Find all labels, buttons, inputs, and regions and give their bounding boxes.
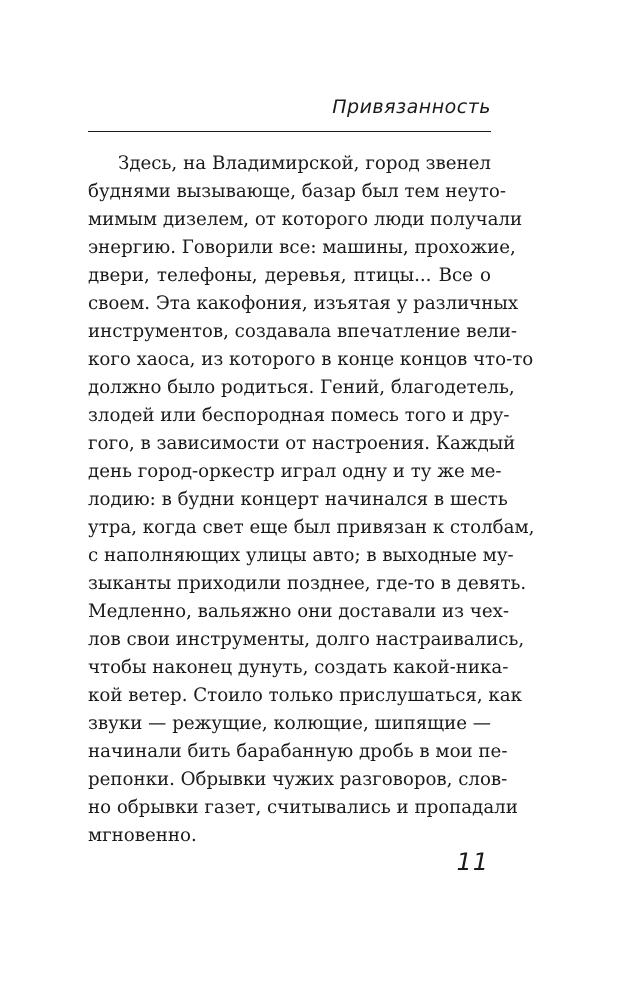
text-line: буднями вызывающе, базар был тем неуто- [88, 181, 506, 202]
text-line: начинали бить барабанную дробь в мои пе- [88, 741, 508, 762]
text-line: но обрывки газет, считывались и пропадали [88, 797, 518, 818]
text-line: должно было родиться. Гений, благодетель, [88, 377, 515, 398]
text-line: своем. Эта какофония, изъятая у различных [88, 293, 519, 314]
text-line: с наполняющих улицы авто; в выходные му- [88, 545, 514, 566]
text-line: Медленно, вальяжно они доставали из чех- [88, 601, 510, 622]
text-line: инструментов, создавала впечатление вели- [88, 321, 518, 342]
text-line: репонки. Обрывки чужих разговоров, слов- [88, 769, 508, 790]
text-line: энергию. Говорили все: машины, прохожие, [88, 237, 516, 258]
text-line: день город-оркестр играл одну и ту же ме- [88, 461, 502, 482]
text-line: злодей или беспородная помесь того и дру- [88, 405, 510, 426]
text-line: лодию: в будни концерт начинался в шесть [88, 489, 508, 510]
page-number: 11 [456, 848, 489, 876]
text-line: кого хаоса, из которого в конце концов что-то [88, 349, 534, 370]
text-line: звуки — режущие, колющие, шипящие — [88, 713, 491, 734]
text-line: лов свои инструменты, долго настраивались, [88, 629, 525, 650]
text-line: зыканты приходили позднее, где-то в девять. [88, 573, 527, 594]
text-line: гого, в зависимости от настроения. Каждый [88, 433, 516, 454]
text-line: Здесь, на Владимирской, город звенел [118, 153, 491, 174]
running-head-title: Привязанность [332, 96, 491, 118]
text-line: кой ветер. Стоило только прислушаться, как [88, 685, 522, 706]
text-line: утра, когда свет еще был привязан к столбам, [88, 517, 535, 538]
text-line: чтобы наконец дунуть, создать какой-ника- [88, 657, 509, 678]
text-line: мимым дизелем, от которого люди получали [88, 209, 523, 230]
text-line: мгновенно. [88, 825, 197, 846]
body-text [88, 150, 535, 850]
header-rule [88, 131, 491, 132]
text-line: двери, телефоны, деревья, птицы... Все о [88, 265, 491, 286]
